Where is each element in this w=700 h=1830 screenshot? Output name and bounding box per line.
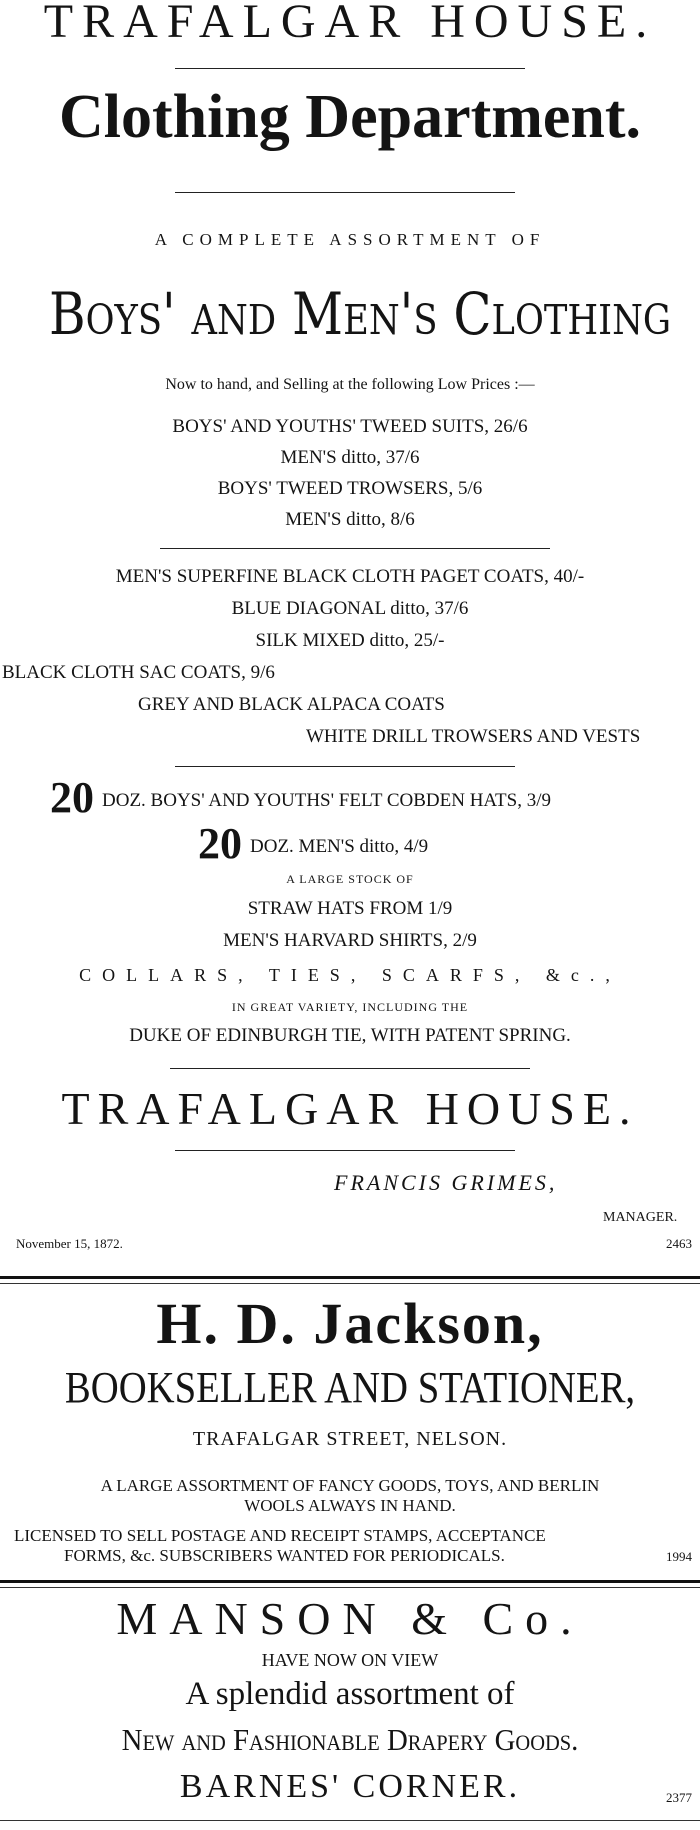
price-line: BOYS' TWEED TROWSERS, 5/6	[217, 478, 483, 499]
manson-splendid: A splendid assortment of	[185, 1676, 515, 1712]
trafalgar-footer-title: TRAFALGAR HOUSE.	[61, 1083, 639, 1134]
jackson-line: WOOLS ALWAYS IN HAND.	[244, 1496, 456, 1515]
jackson-address: TRAFALGAR STREET, NELSON.	[192, 1428, 508, 1450]
ad-reference-number: 2463	[666, 1236, 692, 1251]
jackson-name: H. D. Jackson,	[156, 1291, 544, 1356]
manager-name: FRANCIS GRIMES,	[334, 1170, 558, 1195]
ad-reference-number: 2377	[666, 1790, 692, 1805]
coat-line: GREY AND BLACK ALPACA COATS	[138, 694, 445, 715]
trafalgar-header: TRAFALGAR HOUSE.	[43, 0, 657, 48]
harvard-shirts-line: MEN'S HARVARD SHIRTS, 2/9	[223, 930, 477, 951]
coat-line: SILK MIXED ditto, 25/-	[255, 630, 445, 651]
divider	[170, 1068, 530, 1069]
men-hats-line	[198, 818, 428, 869]
manson-name: MANSON & Co.	[116, 1593, 584, 1644]
ad-date: November 15, 1872.	[16, 1236, 123, 1251]
coat-line: BLACK CLOTH SAC COATS, 9/6	[2, 662, 275, 683]
column-rule	[0, 1580, 700, 1583]
jackson-trade: BOOKSELLER AND STATIONER,	[64, 1363, 636, 1412]
column-rule	[0, 1276, 700, 1279]
hats-men-text: DOZ. MEN'S ditto, 4/9	[250, 836, 429, 857]
subhead: Now to hand, and Selling at the following Low Prices :—	[165, 376, 535, 393]
jackson-line: FORMS, &c. SUBSCRIBERS WANTED FOR PERIODICALS.	[64, 1546, 505, 1565]
variety-line: IN GREAT VARIETY, INCLUDING THE	[231, 1000, 469, 1014]
coat-line: WHITE DRILL TROWSERS AND VESTS	[306, 726, 641, 747]
jackson-line: LICENSED TO SELL POSTAGE AND RECEIPT STAMPS, ACCEPTANCE	[14, 1526, 546, 1545]
column-rule	[0, 1820, 700, 1821]
manson-view: HAVE NOW ON VIEW	[261, 1650, 439, 1670]
hats-boys-quantity: 20	[50, 773, 94, 822]
manson-location: BARNES' CORNER.	[179, 1768, 521, 1805]
divider	[175, 68, 525, 69]
column-rule	[0, 1283, 700, 1284]
price-line: MEN'S ditto, 8/6	[285, 509, 415, 530]
hats-boys-text: DOZ. BOYS' AND YOUTHS' FELT COBDEN HATS, 3/9	[102, 790, 551, 811]
column-rule	[0, 1587, 700, 1588]
divider	[175, 192, 515, 193]
coat-line: MEN'S SUPERFINE BLACK CLOTH PAGET COATS, 40/-	[115, 566, 585, 587]
ad-reference-number: 1994	[666, 1549, 692, 1564]
divider	[160, 548, 550, 549]
hats-men-quantity: 20	[198, 819, 242, 868]
manager-title: MANAGER.	[603, 1210, 678, 1225]
price-line: BOYS' AND YOUTHS' TWEED SUITS, 26/6	[172, 416, 528, 437]
clothing-headline: Boys' and Men's Clothing	[49, 280, 672, 348]
large-stock-label: A LARGE STOCK OF	[286, 872, 414, 886]
assortment-intro: A COMPLETE ASSORTMENT OF	[154, 230, 546, 249]
divider	[175, 1150, 515, 1151]
jackson-line: A LARGE ASSORTMENT OF FANCY GOODS, TOYS, AND BERLIN	[100, 1476, 600, 1495]
department-title: Clothing Department.	[58, 83, 642, 151]
divider	[175, 766, 515, 767]
manson-goods: New and Fashionable Drapery Goods.	[121, 1722, 579, 1757]
straw-hats-line: STRAW HATS FROM 1/9	[247, 898, 453, 919]
boys-hats-line	[50, 772, 551, 823]
collars-line: COLLARS, TIES, SCARFS, &c.,	[79, 965, 621, 985]
price-line: MEN'S ditto, 37/6	[280, 447, 420, 468]
coat-line: BLUE DIAGONAL ditto, 37/6	[231, 598, 469, 619]
duke-tie-line: DUKE OF EDINBURGH TIE, WITH PATENT SPRING.	[129, 1025, 571, 1046]
